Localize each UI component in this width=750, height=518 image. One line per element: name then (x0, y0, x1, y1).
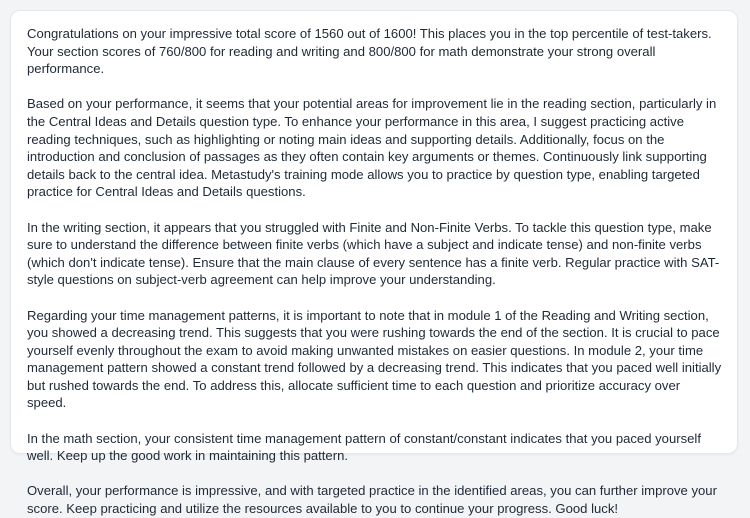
feedback-paragraph-math: In the math section, your consistent time management pattern of constant/constant indicates that you paced yourself well. Keep up the good work in maintaining this pattern. (27, 430, 701, 464)
feedback-paragraph-overall: Overall, your performance is impressive, and with targeted practice in the identified areas, you can further improve your score. Keep practicing and utilize the resources available to you to continue your progress. Good luck! (27, 483, 717, 517)
feedback-paragraph-reading: Based on your performance, it seems that your potential areas for improvement lie in the reading section, particularly in the Central Ideas and Details question type. To enhance your performance in this area, I suggest practicing active reading techniques, such as highlighting or noting main ideas and supporting details. Additionally, focus on the introduction and conclusion of passages as they often contain key arguments or themes. Continuously link supporting details back to the central idea. Metastudy's training mode allows you to practice by question type, enabling targeted practice for Central Ideas and Details questions. (27, 96, 717, 200)
feedback-paragraph-score-summary: Congratulations on your impressive total score of 1560 out of 1600! This places you in the top percentile of test-takers. Your section scores of 760/800 for reading and writing and 800/800 for math demonstrate your strong overall performance. (27, 26, 712, 77)
feedback-paragraph-writing: In the writing section, it appears that you struggled with Finite and Non-Finite Verbs. To tackle this question type, make sure to understand the difference between finite verbs (which have a subject and indicate tense) and non-finite verbs (which don't indicate tense). Ensure that the main clause of every sentence has a finite verb. Regular practice with SAT-style questions on subject-verb agreement can help improve your understanding. (27, 219, 720, 288)
feedback-card (10, 10, 738, 517)
feedback-paragraph-time-management: Regarding your time management patterns, it is important to note that in module 1 of the Reading and Writing section, you showed a decreasing trend. This suggests that you were rushing towards the end of the section. It is crucial to pace yourself evenly throughout the exam to avoid making unwanted mistakes on easier questions. In module 2, your time management pattern showed a constant trend followed by a decreasing trend. This indicates that you paced well initially but rushed towards the end. To address this, allocate sufficient time to each question and prioritize accuracy over speed. (27, 307, 722, 411)
